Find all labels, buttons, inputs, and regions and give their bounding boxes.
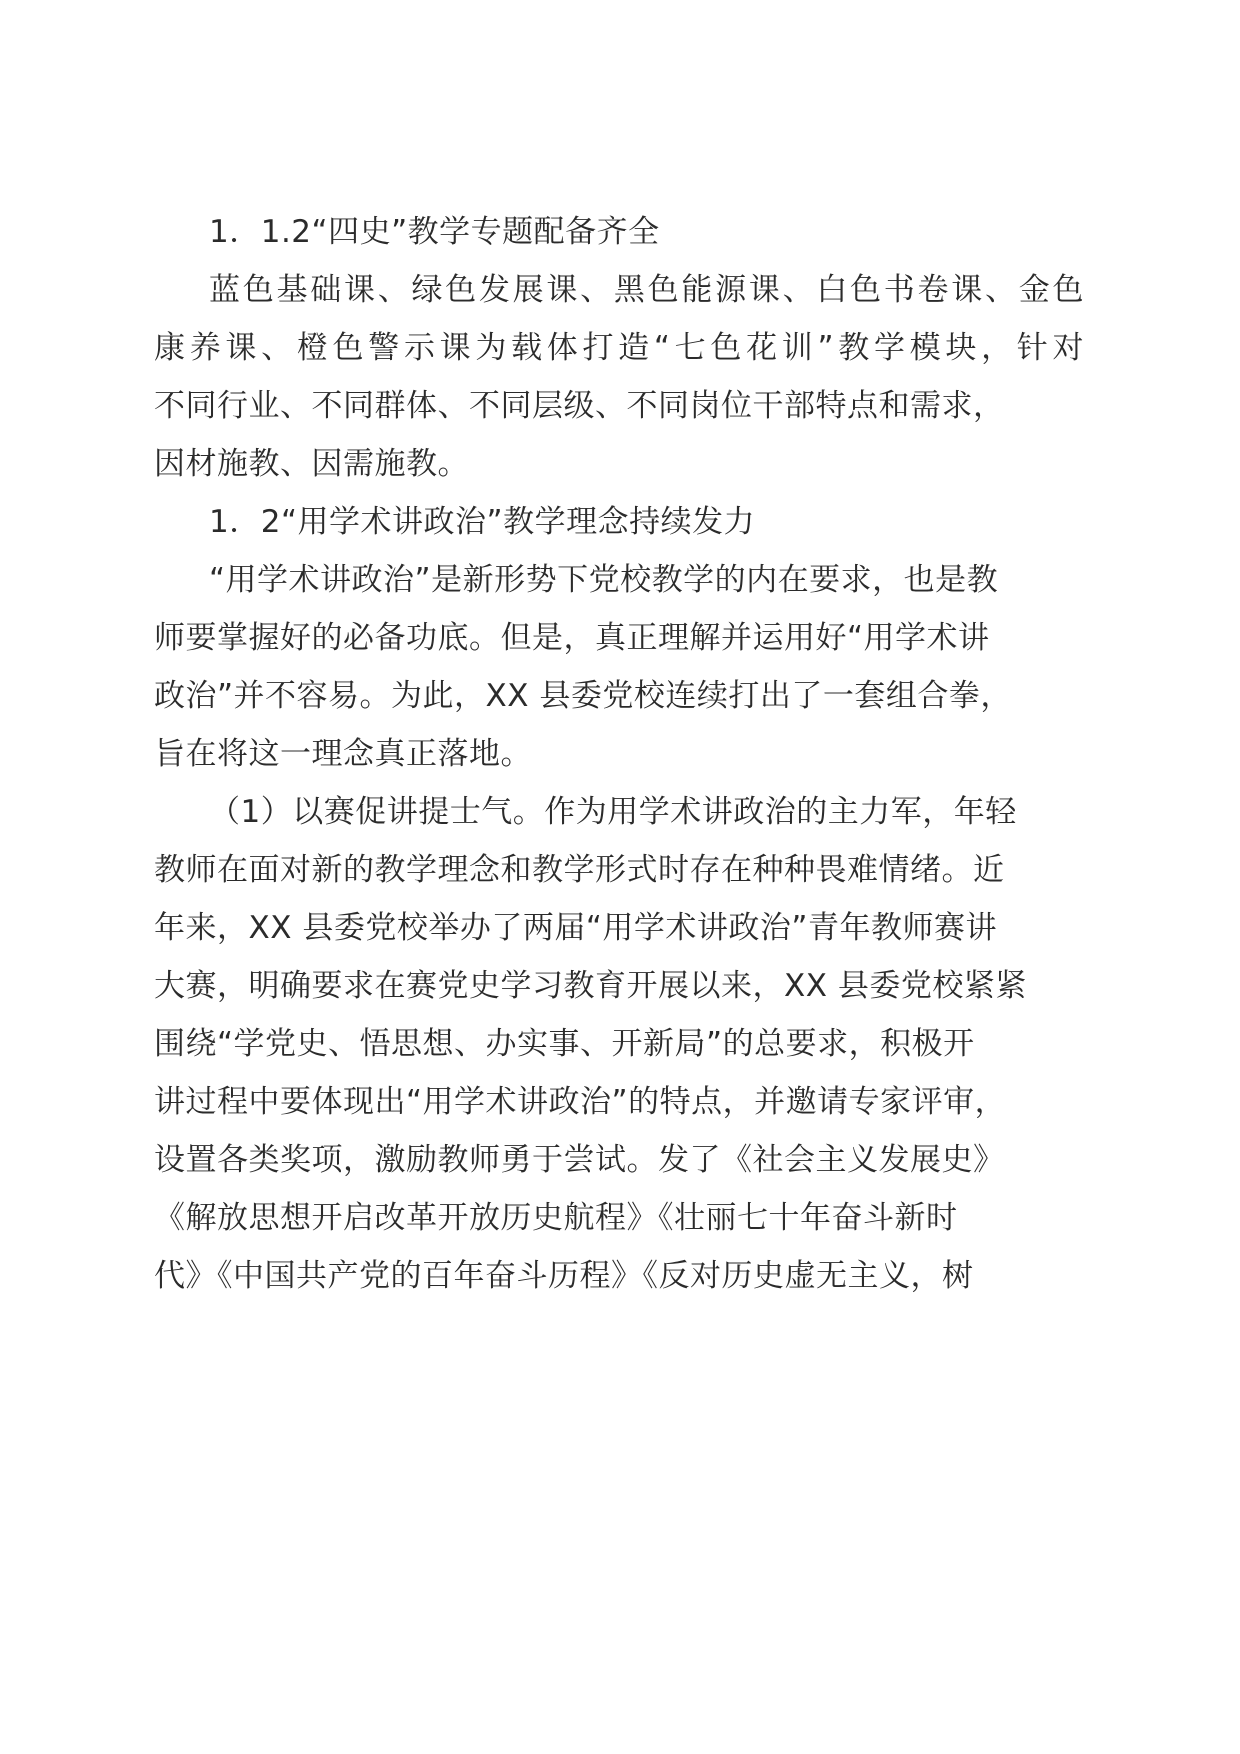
paragraph-line: 《解放思想开启改革开放历史航程》《壮丽七十年奋斗新时 [154,1200,958,1236]
paragraph-line: 讲过程中要体现出“用学术讲政治”的特点，并邀请专家评审， [154,1084,1007,1120]
paragraph-line: 不同行业、不同群体、不同层级、不同岗位干部特点和需求， [154,388,1005,424]
paragraph-line: 设置各类奖项，激励教师勇于尝试。发了《社会主义发展史》 [154,1142,1005,1178]
paragraph-line: 康养课、橙色警示课为载体打造“七色花训”教学模块，针对 [154,330,1084,366]
paragraph-line: 教师在面对新的教学理念和教学形式时存在种种畏难情绪。近 [154,852,1005,888]
paragraph-line: 年来，XX 县委党校举办了两届“用学术讲政治”青年教师赛讲 [154,910,997,946]
paragraph-line: 师要掌握好的必备功底。但是，真正理解并运用好“用学术讲 [154,620,990,656]
heading-section-1-1-2: 1．1.2“四史”教学专题配备齐全 [209,214,660,250]
paragraph-line: 政治”并不容易。为此，XX 县委党校连续打出了一套组合拳， [154,678,1012,714]
paragraph-line: 代》《中国共产党的百年奋斗历程》《反对历史虚无主义，树 [154,1258,974,1294]
paragraph-line: “用学术讲政治”是新形势下党校教学的内在要求，也是教 [209,562,999,598]
paragraph-line: 因材施教、因需施教。 [154,446,469,482]
paragraph-line: （1）以赛促讲提士气。作为用学术讲政治的主力军，年轻 [209,794,1017,830]
paragraph-line: 大赛，明确要求在赛党史学习教育开展以来，XX 县委党校紧紧 [154,968,1027,1004]
paragraph-line: 蓝色基础课、绿色发展课、黑色能源课、白色书卷课、金色 [209,272,1084,308]
paragraph-line: 围绕“学党史、悟思想、办实事、开新局”的总要求，积极开 [154,1026,975,1062]
paragraph-line: 旨在将这一理念真正落地。 [154,736,532,772]
heading-section-1-2: 1．2“用学术讲政治”教学理念持续发力 [209,504,756,540]
